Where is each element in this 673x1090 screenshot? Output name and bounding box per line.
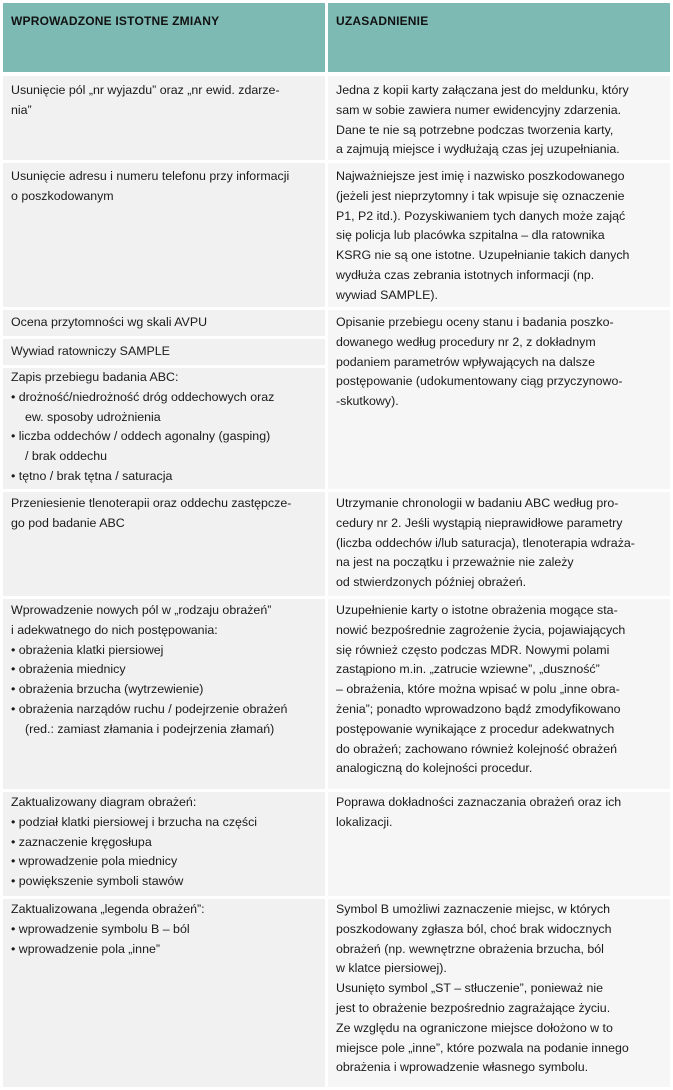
row-6-justification-line: Poprawa dokładności zaznaczania obrażeń oraz ich	[336, 795, 622, 809]
row-6-change-line: • powiększenie symboli stawów	[11, 874, 184, 889]
row-3c-change-line: Zapis przebiegu badania ABC:	[11, 370, 179, 384]
row-5-justification-line: Uzupełnienie karty o istotne obrażenia mogące sta-	[336, 603, 618, 617]
row-4-change-line: Przeniesienie tlenoterapii oraz oddechu zastępcze-	[11, 496, 292, 510]
row-3c-change-line: ew. sposoby udrożnienia	[25, 409, 161, 424]
row-7-change-line: • wprowadzenie pola „inne”	[11, 941, 160, 956]
row-7-justification-line: poszkodowany zgłasza ból, choć brak widocznych	[336, 921, 612, 936]
row-2-justification-line: Najważniejsze jest imię i nazwisko poszkodowanego	[336, 169, 625, 183]
row-5-change-line: (red.: zamiast złamania i podejrzenia złamań)	[25, 721, 275, 736]
row-7-justification-line: obrażeń (np. wewnętrzne obrażenia brzucha, ból	[336, 941, 604, 956]
row-3-justification-line: -skutkowy).	[336, 394, 399, 409]
row-4-justification-line: cedury nr 2. Jeśli wystąpią nieprawidłowe parametry	[336, 515, 623, 530]
row-3b-change-cell	[3, 339, 325, 365]
row-3-justification-cell	[328, 310, 670, 489]
row-7-justification-line: Ze względu na ograniczone miejsce dołożono w to	[336, 1020, 613, 1035]
row-4-justification-line: na jest na początku i przeważnie nie zależy	[336, 555, 574, 570]
row-3-justification-line: Opisanie przebiegu oceny stanu i badania poszko-	[336, 315, 614, 329]
row-3-justification-line: podaniem parametrów wpływających na dalsze	[336, 354, 595, 369]
row-5-justification-line: analogiczną do kolejności procedur.	[336, 761, 533, 776]
row-5-justification-line: zastąpiono m.in. „zatrucie wziewne”, „duszność”	[336, 662, 600, 677]
row-6-change-line: • podział klatki piersiowej i brzucha na części	[11, 814, 258, 829]
row-7-change-line: Zaktualizowana „legenda obrażeń”:	[11, 902, 205, 916]
row-1-justification-line: a zajmują miejsce i wydłużają czas jej uzupełniania.	[336, 142, 620, 157]
row-7-justification-line: obrażenia i wprowadzenie własnego symbolu.	[336, 1060, 589, 1075]
row-3-justification-line: dowanego według procedury nr 2, z dokładnym	[336, 334, 596, 349]
row-2-justification-line: (jeżeli jest nieprzytomny i tak wpisuje się oznaczenie	[336, 188, 625, 203]
row-5-change-line: • obrażenia miednicy	[11, 662, 126, 677]
row-2-justification-line: się policja lub placówka szpitalna – dla ratownika	[336, 228, 605, 243]
row-1-justification-line: Jedna z kopii karty załączana jest do meldunku, który	[336, 83, 629, 97]
row-5-justification-line: – obrażenia, które można wpisać w polu „inne obra-	[336, 682, 620, 697]
row-1-justification-cell	[328, 76, 670, 160]
row-3b-change-line: Wywiad ratowniczy SAMPLE	[11, 344, 170, 358]
row-5-change-line: • obrażenia brzucha (wytrzewienie)	[11, 682, 204, 697]
row-4-change-cell	[3, 492, 325, 596]
row-1-change-line: Usunięcie pól „nr wyjazdu” oraz „nr ewid. zdarze-	[11, 83, 280, 97]
row-2-justification-line: P1, P2 itd.). Pozyskiwaniem tych danych może zająć	[336, 208, 626, 223]
row-3c-change-line: / brak oddechu	[25, 449, 107, 464]
row-1-justification-line: sam w sobie zawiera numer ewidencyjny zdarzenia.	[336, 102, 622, 117]
row-5-change-line: • obrażenia narządów ruchu / podejrzenie obrażeń	[11, 701, 288, 716]
row-5-change-line: • obrażenia klatki piersiowej	[11, 642, 164, 657]
row-5-justification-cell	[328, 599, 670, 789]
row-4-change-line: go pod badanie ABC	[11, 515, 125, 530]
row-7-justification-line: jest to obrażenie bezpośrednio zagrażające życiu.	[336, 1000, 611, 1015]
row-7-change-line: • wprowadzenie symbolu B – ból	[11, 921, 190, 936]
row-3-justification-line: postępowanie (udokumentowany ciąg przyczynowo-	[336, 374, 623, 389]
row-7-justification-line: miejsce pole „inne”, które pozwala na podanie innego	[336, 1040, 629, 1055]
row-5-change-line: Wprowadzenie nowych pól w „rodzaju obrażeń”	[11, 603, 272, 617]
header-cell-justification	[328, 3, 670, 72]
row-5-justification-line: żenia”; ponadto wprowadzono bądź zmodyfikowano	[336, 701, 621, 716]
row-3c-change-line: • drożność/niedrożność dróg oddechowych oraz	[11, 389, 275, 404]
row-5-change-cell	[3, 599, 325, 789]
row-3c-change-cell	[3, 368, 325, 489]
row-2-justification-line: KSRG nie są one istotne. Uzupełnianie takich danych	[336, 248, 630, 263]
row-2-change-cell	[3, 163, 325, 307]
row-6-justification-line: lokalizacji.	[336, 814, 393, 829]
row-2-change-line: Usunięcie adresu i numeru telefonu przy informacji	[11, 169, 290, 183]
row-6-justification-cell	[328, 792, 670, 896]
row-2-change-line: o poszkodowanym	[11, 188, 114, 203]
row-6-change-line: • wprowadzenie pola miednicy	[11, 854, 178, 869]
row-4-justification-line: Utrzymanie chronologii w badaniu ABC według pro-	[336, 496, 619, 510]
row-6-change-line: • zaznaczenie kręgosłupa	[11, 834, 152, 849]
row-1-change-cell	[3, 76, 325, 160]
row-6-change-cell	[3, 792, 325, 896]
row-7-change-cell	[3, 899, 325, 1087]
row-5-justification-line: postępowanie wynikające z procedur adekwatnych	[336, 721, 615, 736]
header-cell-changes	[3, 3, 325, 72]
row-7-justification-line: w klatce piersiowej).	[336, 961, 447, 976]
row-4-justification-line: od stwierdzonych później obrażeń.	[336, 575, 527, 590]
row-3a-change-cell	[3, 310, 325, 336]
row-6-change-line: Zaktualizowany diagram obrażeń:	[11, 795, 197, 809]
row-2-justification-line: wywiad SAMPLE).	[336, 287, 438, 302]
header-changes-label: WPROWADZONE ISTOTNE ZMIANY	[11, 14, 220, 28]
row-1-justification-line: Dane te nie są potrzebne podczas tworzenia karty,	[336, 122, 614, 137]
row-4-justification-line: (liczba oddechów i/lub saturacja), tlenoterapia wdraża-	[336, 535, 635, 550]
row-2-justification-line: wydłuża czas zebrania istotnych informacji (np.	[336, 267, 595, 282]
row-7-justification-cell	[328, 899, 670, 1087]
row-5-justification-line: nowić bezpośrednie zagrożenie życia, pojawiających	[336, 622, 626, 637]
row-3c-change-line: • tętno / brak tętna / saturacja	[11, 468, 173, 483]
row-7-justification-line: Symbol B umożliwi zaznaczenie miejsc, w których	[336, 902, 611, 916]
row-2-justification-cell	[328, 163, 670, 307]
row-3c-change-line: • liczba oddechów / oddech agonalny (gasping)	[11, 429, 271, 444]
row-5-justification-line: do obrażeń; zachowano również kolejność obrażeń	[336, 741, 618, 756]
row-5-change-line: i adekwatnego do nich postępowania:	[11, 622, 218, 637]
row-1-change-line: nia”	[11, 102, 32, 117]
header-justification-label: UZASADNIENIE	[336, 14, 429, 28]
row-3a-change-line: Ocena przytomności wg skali AVPU	[11, 315, 208, 329]
row-4-justification-cell	[328, 492, 670, 596]
row-7-justification-line: Usunięto symbol „ST – stłuczenie”, ponieważ nie	[336, 981, 603, 996]
row-5-justification-line: się również często podczas MDR. Nowymi polami	[336, 642, 610, 657]
